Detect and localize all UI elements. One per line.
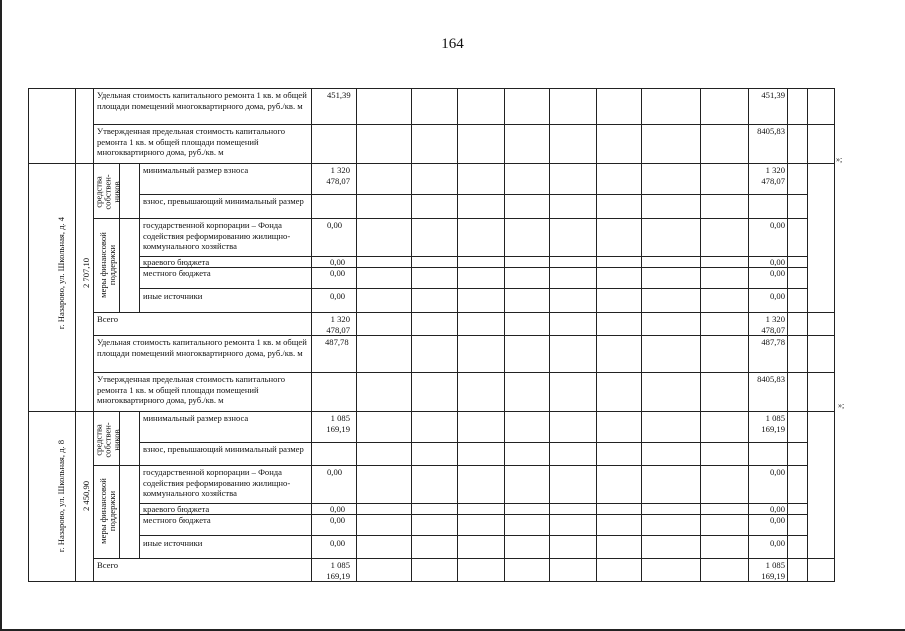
unit-cost-label: Удельная стоимость капитального ремонта 1 кв. м общей площади помещений многоквартирного дома, руб./кв. м: [97, 90, 307, 111]
unit-cost-total: 451,39: [761, 90, 785, 100]
min-fee-label: минимальный размер взноса: [143, 165, 249, 175]
other-sources-label: иные источники: [143, 538, 203, 548]
regional-budget-total: 0,00: [769, 257, 785, 267]
state-corp-total: 0,00: [769, 467, 785, 477]
other-sources-total: 0,00: [769, 538, 785, 548]
total-total: 1 085 169,19: [761, 560, 785, 581]
house-area: 2 707,10: [81, 257, 91, 289]
min-fee-value: 1 085 169,19: [326, 413, 350, 434]
total-value: 1 085 169,19: [326, 560, 350, 581]
limit-cost-label: Утвержденная предельная стоимость капитального ремонта 1 кв. м общей площади помещений многоквартирного дома, руб./кв. м: [97, 126, 286, 158]
page-edge: [0, 0, 2, 631]
house-address: г. Назарово, ул. Школьная, д. 8: [56, 439, 66, 553]
other-sources-value: 0,00: [330, 291, 346, 301]
unit-cost-total: 487,78: [761, 337, 785, 347]
state-corp-label: государственной корпорации – Фонда содействия реформированию жилищно-коммунального хозяйства: [143, 220, 291, 252]
local-budget-total: 0,00: [769, 268, 785, 278]
min-fee-label: минимальный размер взноса: [143, 413, 249, 423]
over-min-fee-label: взнос, превышающий минимальный размер: [143, 444, 304, 454]
limit-cost-total: 8405,83: [757, 374, 785, 384]
regional-budget-value: 0,00: [330, 504, 346, 514]
owners-funds-label: средства собствен-ников: [93, 174, 122, 210]
limit-cost-total: 8405,83: [757, 126, 785, 136]
local-budget-total: 0,00: [769, 515, 785, 525]
unit-cost-label: Удельная стоимость капитального ремонта 1 кв. м общей площади помещений многоквартирного дома, руб./кв. м: [97, 337, 307, 358]
limit-cost-label: Утвержденная предельная стоимость капитального ремонта 1 кв. м общей площади помещений многоквартирного дома, руб./кв. м: [97, 374, 286, 406]
other-sources-value: 0,00: [330, 538, 346, 548]
support-measures-label: меры финансовой поддержки: [98, 232, 117, 298]
regional-budget-value: 0,00: [330, 257, 346, 267]
min-fee-total: 1 085 169,19: [761, 413, 785, 434]
regional-budget-label: краевого бюджета: [143, 257, 210, 267]
other-sources-label: иные источники: [143, 291, 203, 301]
total-label: Всего: [97, 560, 119, 570]
owners-funds-label: средства собствен-ников: [93, 422, 122, 458]
total-label: Всего: [97, 314, 119, 324]
unit-cost-value: 487,78: [325, 337, 349, 347]
regional-budget-label: краевого бюджета: [143, 504, 210, 514]
regional-budget-total: 0,00: [769, 504, 785, 514]
unit-cost-value: 451,39: [327, 90, 351, 100]
total-value: 1 320 478,07: [326, 314, 350, 335]
capital-repair-table: [28, 88, 834, 582]
local-budget-value: 0,00: [330, 515, 346, 525]
support-measures-label: меры финансовой поддержки: [98, 478, 117, 544]
total-total: 1 320 478,07: [761, 314, 785, 335]
closing-quote-mark: »;: [836, 155, 843, 164]
state-corp-label: государственной корпорации – Фонда содействия реформированию жилищно-коммунального хозяйства: [143, 467, 291, 499]
local-budget-label: местного бюджета: [143, 268, 211, 278]
local-budget-label: местного бюджета: [143, 515, 211, 525]
state-corp-value: 0,00: [327, 467, 343, 477]
closing-quote-mark: »;: [838, 401, 845, 410]
min-fee-value: 1 320 478,07: [326, 165, 350, 186]
state-corp-total: 0,00: [769, 220, 785, 230]
house-area: 2 450,90: [81, 480, 91, 512]
local-budget-value: 0,00: [330, 268, 346, 278]
over-min-fee-label: взнос, превышающий минимальный размер: [143, 196, 304, 206]
house-address: г. Назарово, ул. Школьная, д. 4: [56, 216, 66, 330]
min-fee-total: 1 320 478,07: [761, 165, 785, 186]
page-number: 164: [441, 36, 464, 52]
other-sources-total: 0,00: [769, 291, 785, 301]
state-corp-value: 0,00: [327, 220, 343, 230]
